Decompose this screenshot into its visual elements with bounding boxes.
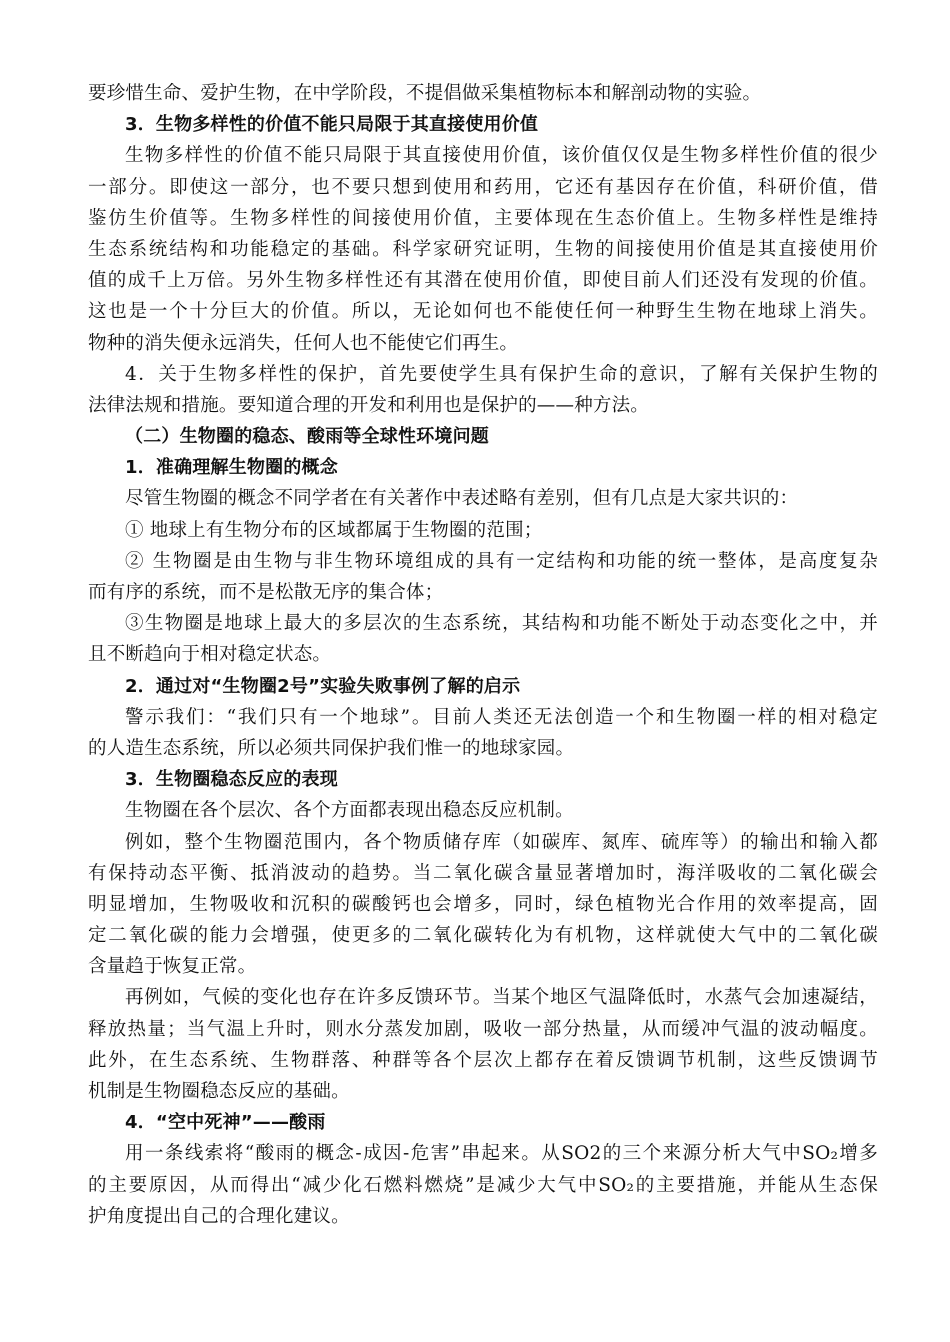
paragraph-line: 机制是生物圈稳态反应的基础。 [88,1081,350,1102]
section-heading: 3．生物多样性的价值不能只局限于其直接使用价值 [125,114,539,136]
section-heading: 4．“空中死神”——酸雨 [125,1112,326,1134]
paragraph-line: 尽管生物圈的概念不同学者在有关著作中表述略有差别，但有几点是大家共识的： [125,488,799,510]
paragraph-line: 鉴仿生价值等。生物多样性的间接使用价值，主要体现在生态价值上。生物多样性是维持 [88,207,878,229]
list-item: ② 生物圈是由生物与非生物环境组成的具有一定结构和功能的统一整体，是高度复杂 [125,550,878,572]
paragraph-line: 警示我们：“我们只有一个地球”。目前人类还无法创造一个和生物圈一样的相对稳定 [125,706,878,728]
text-line: 要珍惜生命、爱护生物，在中学阶段，不提倡做采集植物标本和解剖动物的实验。 [88,83,762,104]
paragraph-line: 生态系统结构和功能稳定的基础。科学家研究证明，生物的间接使用价值是其直接使用价 [88,238,878,260]
chapter-heading: （二）生物圈的稳态、酸雨等全球性环境问题 [125,426,489,448]
paragraph-line: 物种的消失便永远消失，任何人也不能使它们再生。 [88,332,519,354]
paragraph-line: 这也是一个十分巨大的价值。所以，无论如何也不能使任何一种野生生物在地球上消失。 [88,301,878,323]
paragraph-line: 再例如，气候的变化也存在许多反馈环节。当某个地区气温降低时，水蒸气会加速凝结， [125,987,878,1009]
section-heading: 2．通过对“生物圈2号”实验失败事例了解的启示 [125,675,521,697]
paragraph-line: 的人造生态系统，所以必须共同保护我们惟一的地球家园。 [88,737,575,759]
list-item: ① 地球上有生物分布的区域都属于生物圈的范围； [125,519,543,541]
paragraph-line: 生物圈在各个层次、各个方面都表现出稳态反应机制。 [125,800,574,822]
paragraph-line: 生物多样性的价值不能只局限于其直接使用价值，该价值仅仅是生物多样性价值的很少 [125,145,878,167]
paragraph-line: 释放热量；当气温上升时，则水分蒸发加剧，吸收一部分热量，从而缓冲气温的波动幅度。 [88,1018,878,1040]
section-heading: 3．生物圈稳态反应的表现 [125,769,338,791]
paragraph-line: 的主要原因，从而得出“减少化石燃料燃烧”是减少大气中SO₂的主要措施，并能从生态保 [88,1174,878,1196]
paragraph-line: 此外，在生态系统、生物群落、种群等各个层次上都存在着反馈调节机制，这些反馈调节 [88,1049,878,1071]
paragraph-line: 有保持动态平衡、抵消波动的趋势。当二氧化碳含量显著增加时，海洋吸收的二氧化碳会 [88,862,878,884]
paragraph-line: 明显增加，生物吸收和沉积的碳酸钙也会增多，同时，绿色植物光合作用的效率提高，固 [88,893,878,915]
document-page [88,78,878,1232]
paragraph-line: 一部分。即使这一部分，也不要只想到使用和药用，它还有基因存在价值，科研价值，借 [88,176,878,198]
paragraph-line: 护角度提出自己的合理化建议。 [88,1205,350,1227]
paragraph-line: 含量趋于恢复正常。 [88,956,257,978]
paragraph-line: 定二氧化碳的能力会增强，使更多的二氧化碳转化为有机物，这样就使大气中的二氧化碳 [88,925,878,947]
paragraph-line: 4．关于生物多样性的保护，首先要使学生具有保护生命的意识，了解有关保护生物的 [125,363,878,385]
paragraph-line: 用一条线索将“酸雨的概念-成因-危害”串起来。从SO2的三个来源分析大气中SO₂增多 [125,1143,878,1165]
paragraph-line: 法律法规和措施。要知道合理的开发和利用也是保护的——种方法。 [88,394,650,416]
list-item-continuation: 而有序的系统，而不是松散无序的集合体； [88,582,444,603]
paragraph-line: 例如，整个生物圈范围内，各个物质储存库（如碳库、氮库、硫库等）的输出和输入都 [125,831,878,853]
list-item: ③生物圈是地球上最大的多层次的生态系统，其结构和功能不断处于动态变化之中，并 [125,613,878,635]
list-item-continuation: 且不断趋向于相对稳定状态。 [88,644,332,666]
paragraph-line: 值的成千上万倍。另外生物多样性还有其潜在使用价值，即使目前人们还没有发现的价值。 [88,270,878,292]
section-heading: 1．准确理解生物圈的概念 [125,457,338,479]
